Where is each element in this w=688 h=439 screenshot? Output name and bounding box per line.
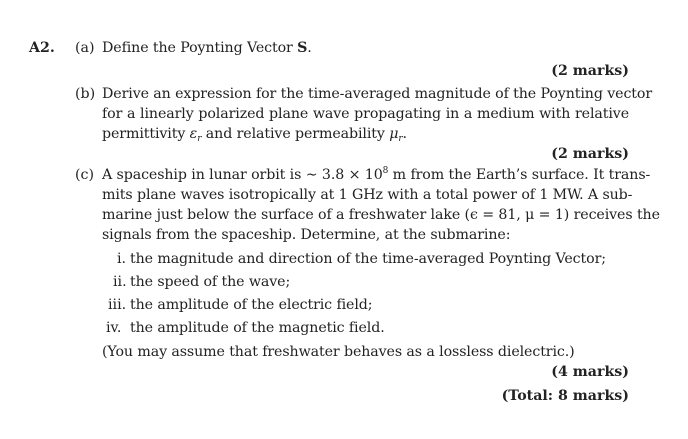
part-c-line-2-text: mits plane waves isotropically at 1 GHz with a total power of 1 MW. A sub- <box>102 187 633 203</box>
part-c-label: (c) <box>75 167 95 183</box>
part-b-line-1 <box>102 84 653 104</box>
part-c-line-4: signals from the spaceship. Determine, at the submarine: <box>102 227 511 243</box>
mu-symbol: μ <box>389 126 399 142</box>
item-text: the amplitude of the magnetic field. <box>130 320 385 336</box>
part-c-line-3-text: marine just below the surface of a freshwater lake (ϵ = 81, μ = 1) receives the <box>102 207 660 223</box>
epsilon-subscript: r <box>197 134 202 144</box>
epsilon-symbol: ε <box>189 126 198 142</box>
part-c-line-3 <box>102 205 660 225</box>
item-number: ii. <box>113 274 127 290</box>
part-c-line-1-prefix: A spaceship in lunar orbit is ∼ 3.8 × 10 <box>102 167 383 183</box>
part-c-line-1-text <box>102 165 651 185</box>
part-b-line-3 <box>102 124 407 144</box>
part-c-line-1-suffix: m from the Earth’s surface. It trans- <box>388 167 651 183</box>
part-b-line-3-suffix: . <box>402 126 407 142</box>
part-a-marks: (2 marks) <box>551 63 629 79</box>
part-a-text <box>102 38 312 58</box>
part-b-label: (b) <box>75 86 96 102</box>
mu-subscript: r <box>398 134 403 144</box>
item-text: the magnitude and direction of the time-averaged Poynting Vector; <box>130 251 606 267</box>
part-a-text-prefix: Define the Poynting Vector <box>102 40 298 56</box>
part-a-text-suffix: . <box>307 40 312 56</box>
item-number: i. <box>117 251 127 267</box>
part-b-line-2 <box>102 104 629 124</box>
part-a-label: (a) <box>75 40 95 56</box>
poynting-symbol: S <box>297 40 308 56</box>
item-number: iv. <box>106 320 122 336</box>
part-b-line-2-text: for a linearly polarized plane wave propagating in a medium with relative <box>102 106 629 122</box>
assumption-note: (You may assume that freshwater behaves as a lossless dielectric.) <box>102 344 575 360</box>
part-b-marks: (2 marks) <box>551 146 629 162</box>
part-c-line-1 <box>102 165 651 185</box>
item-text: the speed of the wave; <box>130 274 291 290</box>
total-marks: (Total: 8 marks) <box>501 388 629 404</box>
item-text: the amplitude of the electric field; <box>130 297 373 313</box>
part-b-line-3-prefix: permittivity <box>102 126 190 142</box>
exponent: 8 <box>382 166 389 176</box>
part-c-marks: (4 marks) <box>551 364 629 380</box>
part-b-line-1-text: Derive an expression for the time-averaged magnitude of the Poynting vector <box>102 86 653 102</box>
question-number: A2. <box>29 40 55 56</box>
part-c-line-2 <box>102 185 633 205</box>
item-number: iii. <box>108 297 127 313</box>
part-b-line-3-mid: and relative permeability <box>201 126 390 142</box>
